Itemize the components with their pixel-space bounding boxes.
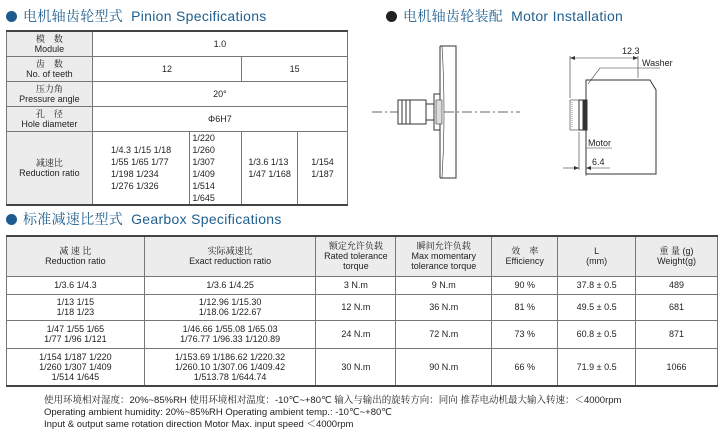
dim-12-3: 12.3 [622,46,640,56]
pinion-table [6,30,348,206]
pressure-label: 压力角 Pressure angle [7,81,93,106]
efficiency-cell: 66 % [492,348,558,386]
rated-cell: 3 N.m [316,276,396,294]
pinion-title-en: Pinion Specifications [131,8,267,24]
exact-cell: 1/12.96 1/15.30 1/18.06 1/22.67 [144,294,316,320]
pinion-row-reduction [7,131,348,205]
motor-title-en: Motor Installation [511,8,624,24]
table-row [7,348,718,386]
rated-cell: 30 N.m [316,348,396,386]
weight-cell: 681 [636,294,718,320]
header-reduction-ratio: 减 速 比 Reduction ratio [7,236,145,276]
header-weight: 重 量 (g) Weight(g) [636,236,718,276]
header-rated-torque: 额定允许负载 Rated tolerance torque [316,236,396,276]
reduction-label: 减速比 Reduction ratio [7,131,93,205]
table-row [7,294,718,320]
pinion-row-hole [7,106,348,131]
gearbox-title-en: Gearbox Specifications [131,211,282,227]
header-max-torque: 瞬间允许负载 Max momentary tolerance torque [396,236,492,276]
pinion-title-zh: 电机轴齿轮型式 [23,8,124,24]
hole-label: 孔 径 Hole diameter [7,106,93,131]
motor-label: Motor [588,138,612,148]
gearbox-header-row [7,236,718,276]
length-cell: 49.5 ± 0.5 [558,294,636,320]
length-cell: 71.9 ± 0.5 [558,348,636,386]
teeth-value-12: 12 [92,56,241,81]
efficiency-cell: 90 % [492,276,558,294]
teeth-label: 齿 数 No. of teeth [7,56,93,81]
teeth-value-15: 15 [242,56,348,81]
header-efficiency: 效 率 Efficiency [492,236,558,276]
rated-cell: 24 N.m [316,320,396,348]
exact-cell: 1/46.66 1/55.08 1/65.03 1/76.77 1/96.33 1/120.89 [144,320,316,348]
dim-6-4: 6.4 [592,157,605,167]
length-cell: 60.8 ± 0.5 [558,320,636,348]
bullet-icon [6,11,17,22]
weight-cell: 871 [636,320,718,348]
efficiency-cell: 73 % [492,320,558,348]
reduction-col-2: 1/220 1/260 1/307 1/409 1/514 1/645 [190,131,242,205]
rated-cell: 12 N.m [316,294,396,320]
pinion-row-teeth [7,56,348,81]
pinion-side-view [372,46,520,178]
note-line-rotation: Input & output same rotation direction Motor Max. input speed ＜4000rpm [44,419,354,430]
efficiency-cell: 81 % [492,294,558,320]
hole-value: Φ6H7 [92,106,347,131]
max-cell: 90 N.m [396,348,492,386]
table-row [7,276,718,294]
ratio-cell: 1/13 1/15 1/18 1/23 [7,294,145,320]
weight-cell: 489 [636,276,718,294]
operating-notes [44,395,621,431]
bullet-icon [386,11,397,22]
header-exact-ratio: 实际减速比 Exact reduction ratio [144,236,316,276]
bullet-icon [6,214,17,225]
reduction-col-4: 1/154 1/187 [298,131,348,205]
ratio-cell: 1/3.6 1/4.3 [7,276,145,294]
note-line-zh: 使用环境相对湿度：20%~85%RH 使用环境相对温度：-10℃~+80℃ 输入与输出的旋转方向：同向 推荐电动机最大输入转速：＜4000rpm [44,395,622,406]
motor-section-title [386,6,623,26]
length-cell: 37.8 ± 0.5 [558,276,636,294]
module-value: 1.0 [92,31,347,56]
module-label: 模 数 Module [7,31,93,56]
reduction-col-3: 1/3.6 1/13 1/47 1/168 [242,131,298,205]
pinion-row-pressure [7,81,348,106]
weight-cell: 1066 [636,348,718,386]
max-cell: 9 N.m [396,276,492,294]
pressure-value: 20° [92,81,347,106]
note-line-humidity: Operating ambient humidity: 20%~85%RH Operating ambient temp.: -10℃~+80℃ [44,407,392,418]
gearbox-title-zh: 标准减速比型式 [23,211,124,227]
ratio-cell: 1/47 1/55 1/65 1/77 1/96 1/121 [7,320,145,348]
header-length: L (mm) [558,236,636,276]
ratio-cell: 1/154 1/187 1/220 1/260 1/307 1/409 1/514 1/645 [7,348,145,386]
gearbox-section-title [6,209,282,229]
max-cell: 72 N.m [396,320,492,348]
motor-title-zh: 电机轴齿轮装配 [403,8,504,24]
reduction-col-1: 1/4.3 1/15 1/18 1/55 1/65 1/77 1/198 1/234 1/276 1/326 [92,131,190,205]
pinion-row-module [7,31,348,56]
exact-cell: 1/3.6 1/4.25 [144,276,316,294]
motor-side-view [563,56,660,176]
exact-cell: 1/153.69 1/186.62 1/220.32 1/260.10 1/307.06 1/409.42 1/513.78 1/644.74 [144,348,316,386]
washer-label: Washer [642,58,673,68]
gearbox-table [6,235,718,387]
table-row [7,320,718,348]
pinion-section-title [6,6,267,26]
max-cell: 36 N.m [396,294,492,320]
motor-installation-drawing [360,34,720,184]
